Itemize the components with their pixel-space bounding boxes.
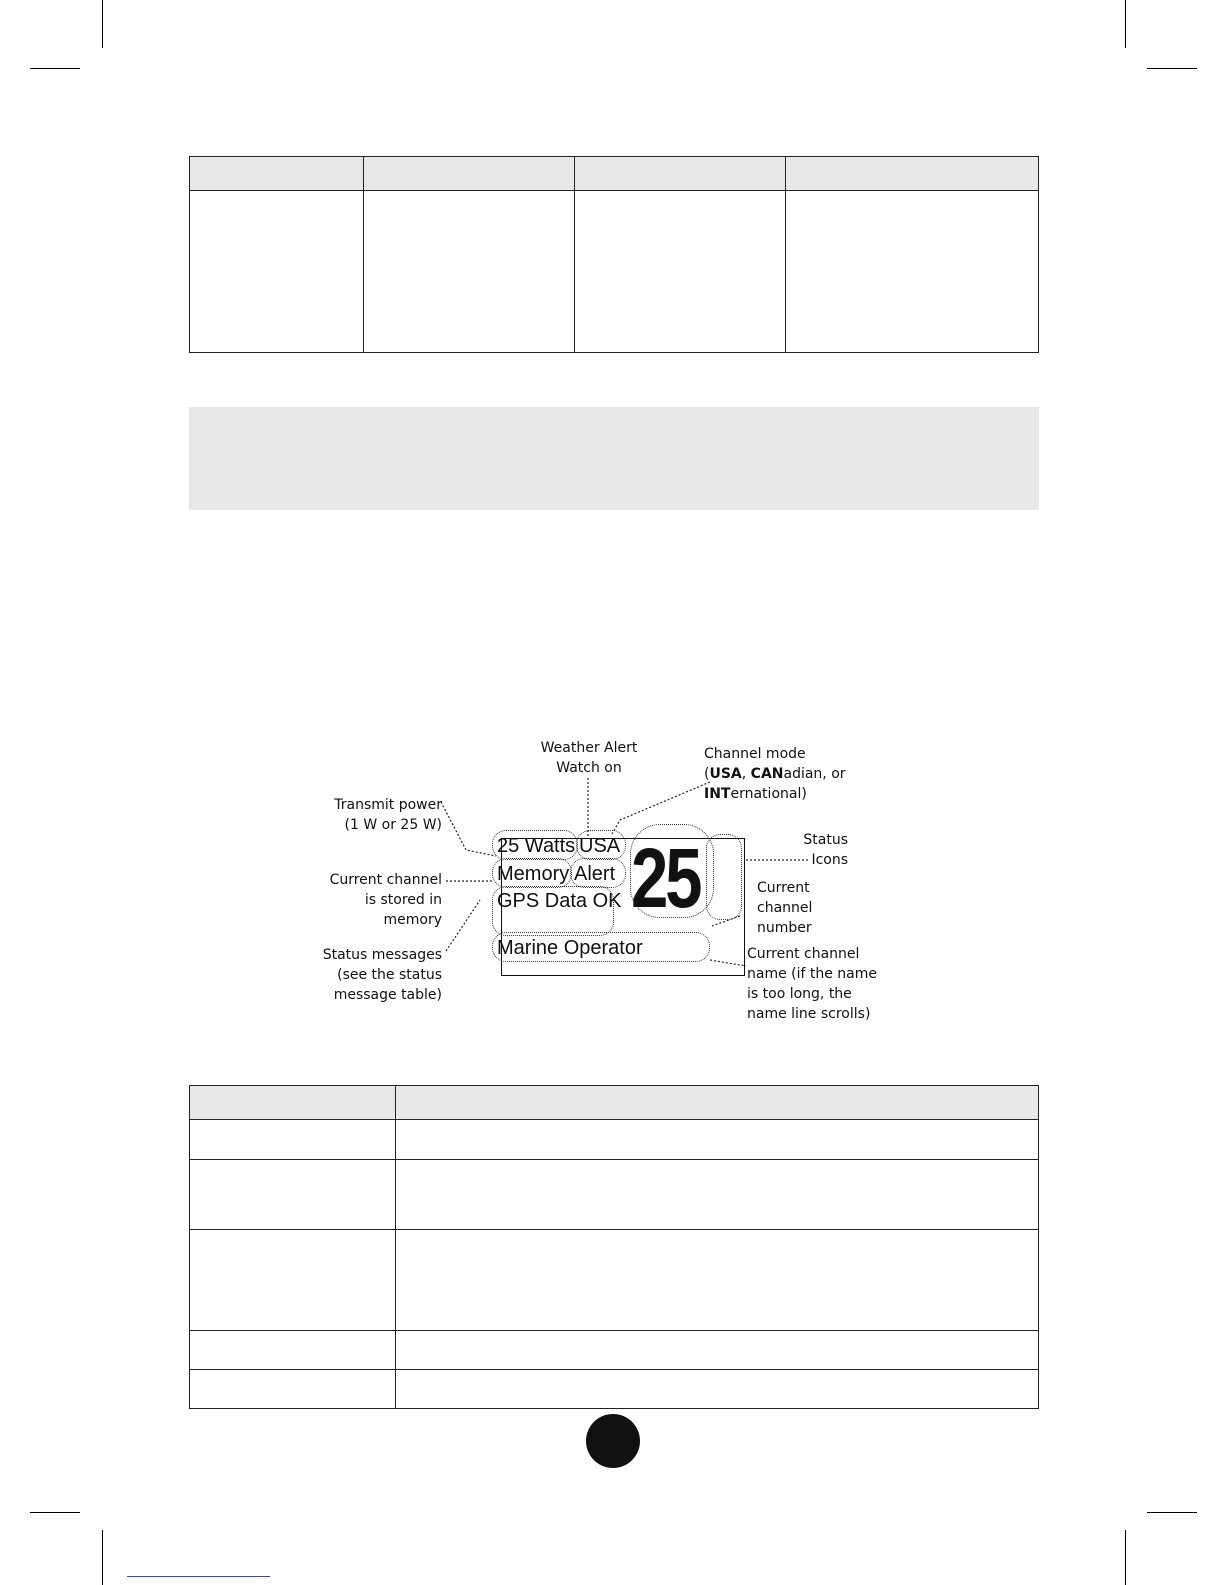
display-diagram (320, 738, 890, 1038)
crop-mark (1147, 1512, 1197, 1513)
table-header-cell (190, 1086, 396, 1120)
lcd-status-message: GPS Data OK (497, 890, 622, 912)
lcd-mode: USA (579, 835, 621, 857)
channel-number: 25 (631, 831, 700, 925)
callout-line: message table) (333, 987, 442, 1003)
crop-mark (30, 68, 80, 69)
table-row (190, 1230, 1039, 1331)
text-run: , (741, 766, 751, 782)
callout-line: Current channel (329, 872, 442, 888)
callout-status-icons (790, 830, 848, 870)
crop-mark (102, 1530, 103, 1585)
callout-line: is stored in (364, 892, 442, 908)
table-header-cell (190, 157, 364, 191)
callout-line: number (757, 920, 812, 936)
callout-channel-mode (704, 744, 846, 804)
callout-line (704, 764, 846, 784)
callout-line: is too long, the (747, 986, 852, 1002)
callout-memory (320, 870, 442, 930)
callout-transmit-power (320, 795, 442, 835)
table-cell (190, 1230, 396, 1331)
table-cell (396, 1120, 1039, 1160)
crop-mark (30, 1512, 80, 1513)
callout-line: (1 W or 25 W) (344, 817, 442, 833)
callout-channel-number (757, 878, 812, 938)
crop-mark (1125, 0, 1126, 48)
crop-mark (1125, 1530, 1126, 1585)
callout-line: Icons (811, 852, 848, 868)
top-table (189, 156, 1039, 353)
crop-mark (1147, 68, 1197, 69)
table-cell (190, 1370, 396, 1409)
table-cell (786, 191, 1039, 353)
callout-line: Current (757, 880, 810, 896)
crop-mark (102, 0, 103, 48)
table-header-cell (396, 1086, 1039, 1120)
callout-line: memory (383, 912, 442, 928)
table-row (190, 1331, 1039, 1370)
table-cell (190, 1331, 396, 1370)
callout-line (704, 784, 846, 804)
table-header-cell (364, 157, 575, 191)
text-run: ernational) (730, 786, 807, 802)
callout-line: channel (757, 900, 813, 916)
table-header-cell (575, 157, 786, 191)
callout-line: Watch on (556, 760, 622, 776)
table-cell (364, 191, 575, 353)
text-run: ( (704, 766, 710, 782)
table-cell (190, 1160, 396, 1230)
lcd-memory: Memory (497, 863, 570, 885)
callout-line: name (if the name (747, 966, 878, 982)
lcd-channel-name: Marine Operator (497, 937, 643, 959)
table-cell (396, 1370, 1039, 1409)
table-cell (575, 191, 786, 353)
callout-line: Transmit power (334, 797, 442, 813)
callout-channel-name (747, 944, 877, 1024)
callout-status-messages (320, 945, 442, 1005)
table-cell (396, 1331, 1039, 1370)
table-row (190, 1160, 1039, 1230)
table-row (190, 191, 1039, 353)
text-run-bold: INT (704, 786, 731, 802)
callout-weather-alert (534, 738, 644, 778)
table-header-cell (786, 157, 1039, 191)
text-run: adian, or (783, 766, 846, 782)
callout-line: Weather Alert (540, 740, 638, 756)
callout-line: Channel mode (704, 746, 806, 762)
table-cell (190, 191, 364, 353)
table-row (190, 1120, 1039, 1160)
text-run-bold: CAN (750, 766, 784, 782)
lcd-power: 25 Watts (497, 835, 576, 857)
status-message-table (189, 1085, 1039, 1409)
callout-line: Status (803, 832, 848, 848)
callout-line: Current channel (747, 946, 860, 962)
page-number-marker (586, 1414, 640, 1468)
lcd-alert: Alert (574, 863, 616, 885)
shaded-note-box (189, 407, 1039, 510)
table-cell (396, 1160, 1039, 1230)
table-cell (396, 1230, 1039, 1331)
callout-line: (see the status (337, 967, 442, 983)
footer-link-line (127, 1576, 270, 1577)
table-row (190, 1370, 1039, 1409)
callout-line: Status messages (322, 947, 442, 963)
callout-line: name line scrolls) (747, 1006, 871, 1022)
table-cell (190, 1120, 396, 1160)
text-run-bold: USA (709, 766, 742, 782)
